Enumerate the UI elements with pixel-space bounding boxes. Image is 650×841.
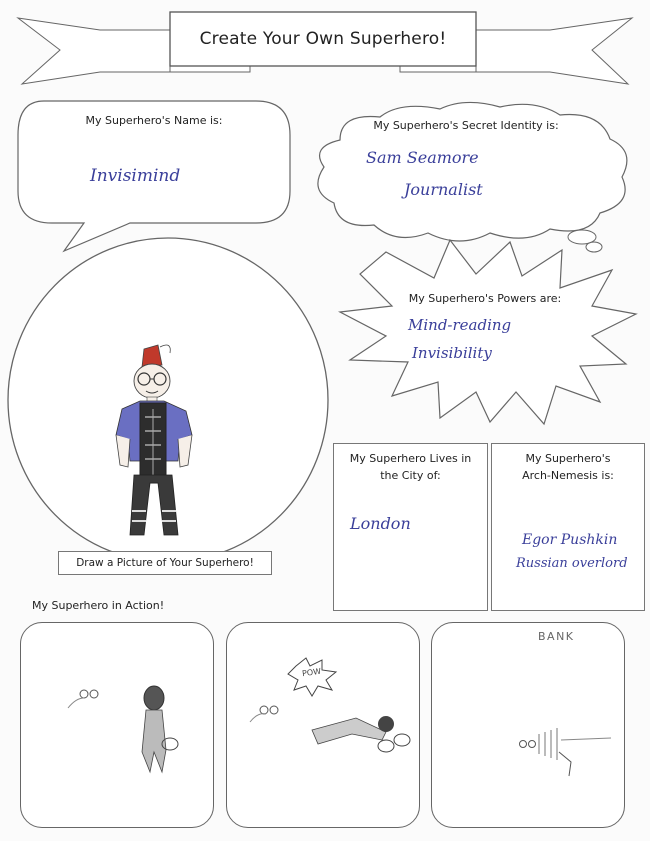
city-label-line-2: the City of: (380, 469, 441, 482)
nemesis-label-line-2: Arch-Nemesis is: (522, 469, 614, 482)
page-title: Create Your Own Superhero! (199, 29, 447, 49)
action-panel-1-sketch (20, 622, 212, 826)
action-label: My Superhero in Action! (32, 599, 165, 612)
bank-text: BANK (538, 630, 575, 643)
city-value: London (350, 514, 411, 533)
nemesis-line-1: Egor Pushkin (522, 532, 618, 548)
action-panel-2-sketch (226, 622, 418, 826)
superhero-name: Invisimind (90, 166, 181, 186)
powers-label: My Superhero's Powers are: (408, 292, 562, 305)
city-label-line-1: My Superhero Lives in (349, 452, 472, 465)
picture-caption: Draw a Picture of Your Superhero! (58, 551, 272, 575)
pow-text: POW (301, 666, 322, 679)
name-label: My Superhero's Name is: (85, 114, 223, 127)
power-2: Invisibility (412, 344, 492, 362)
power-1: Mind-reading (408, 316, 512, 334)
superhero-drawing (100, 335, 220, 550)
identity-line-1: Sam Seamore (366, 148, 479, 167)
action-panel-3-sketch (431, 622, 623, 826)
nemesis-label-line-1: My Superhero's (525, 452, 611, 465)
identity-line-2: Journalist (404, 180, 483, 199)
nemesis-line-2: Russian overlord (516, 556, 628, 571)
identity-label: My Superhero's Secret Identity is: (373, 119, 559, 132)
